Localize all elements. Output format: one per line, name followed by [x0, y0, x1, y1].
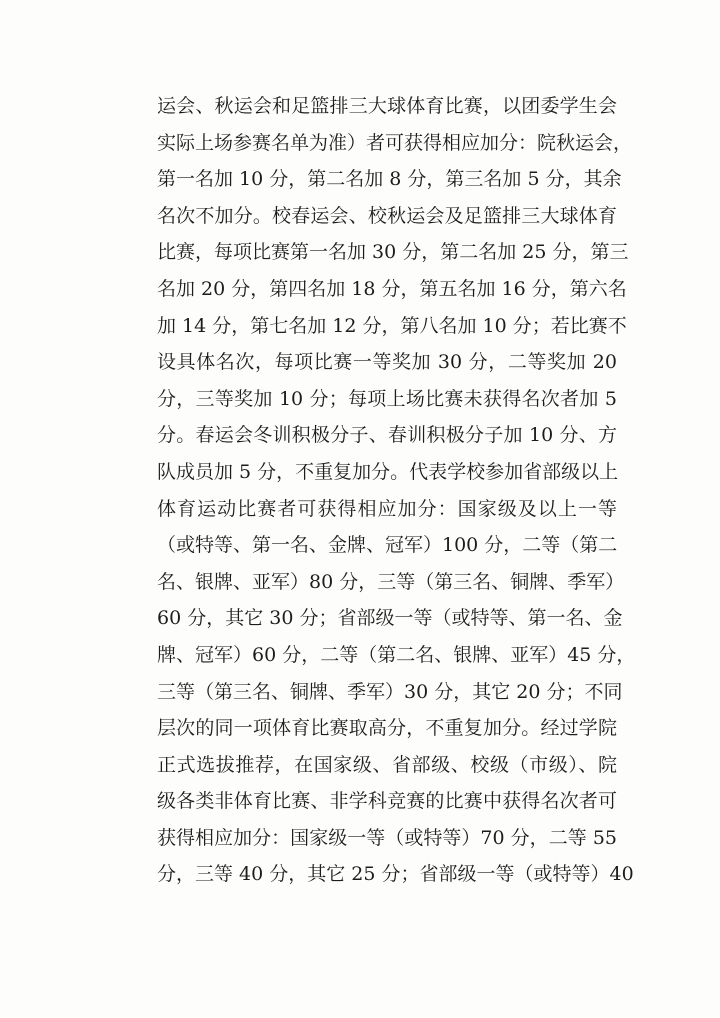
text-line: 正式选拔推荐，在国家级、省部级、校级（市级）、院 — [157, 753, 617, 776]
text-line: 牌、冠军）60 分，二等（第二名、银牌、亚军）45 分， — [157, 643, 636, 666]
text-line: 名、银牌、亚军）80 分，三等（第三名、铜牌、季军） — [157, 570, 625, 593]
text-line: 60 分，其它 30 分；省部级一等（或特等、第一名、金 — [157, 607, 623, 630]
text-line: 层次的同一项体育比赛取高分，不重复加分。经过学院 — [157, 717, 617, 740]
text-line: 第一名加 10 分，第二名加 8 分，第三名加 5 分，其余 — [157, 168, 622, 191]
text-line: 三等（第三名、铜牌、季军）30 分，其它 20 分；不同 — [157, 680, 623, 703]
text-line: 分，三等 40 分，其它 25 分；省部级一等（或特等）40 — [157, 863, 634, 886]
text-line: 获得相应加分：国家级一等（或特等）70 分，二等 55 — [157, 826, 617, 849]
text-line: 名加 20 分，第四名加 18 分，第五名加 16 分，第六名 — [157, 277, 627, 300]
text-line: 队成员加 5 分，不重复加分。代表学校参加省部级以上 — [157, 460, 619, 483]
text-line: 体育运动比赛者可获得相应加分：国家级及以上一等 — [157, 497, 617, 520]
text-line: 分。春运会冬训积极分子、春训积极分子加 10 分、方 — [157, 424, 617, 447]
text-line: 运会、秋运会和足篮排三大球体育比赛，以团委学生会 — [157, 95, 617, 117]
text-line: 名次不加分。校春运会、校秋运会及足篮排三大球体育 — [157, 204, 617, 227]
text-line: （或特等、第一名、金牌、冠军）100 分，二等（第二 — [157, 534, 618, 557]
text-line: 分，三等奖加 10 分；每项上场比赛未获得名次者加 5 — [157, 387, 617, 410]
text-line: 比赛，每项比赛第一名加 30 分，第二名加 25 分，第三 — [157, 241, 629, 264]
text-line: 加 14 分，第七名加 12 分，第八名加 10 分；若比赛不 — [157, 314, 627, 337]
body-text — [157, 88, 636, 893]
text-line: 实际上场参赛名单为准）者可获得相应加分：院秋运会， — [157, 131, 633, 154]
text-line: 级各类非体育比赛、非学科竞赛的比赛中获得名次者可 — [157, 790, 617, 813]
text-line: 设具体名次，每项比赛一等奖加 30 分，二等奖加 20 — [157, 351, 617, 374]
